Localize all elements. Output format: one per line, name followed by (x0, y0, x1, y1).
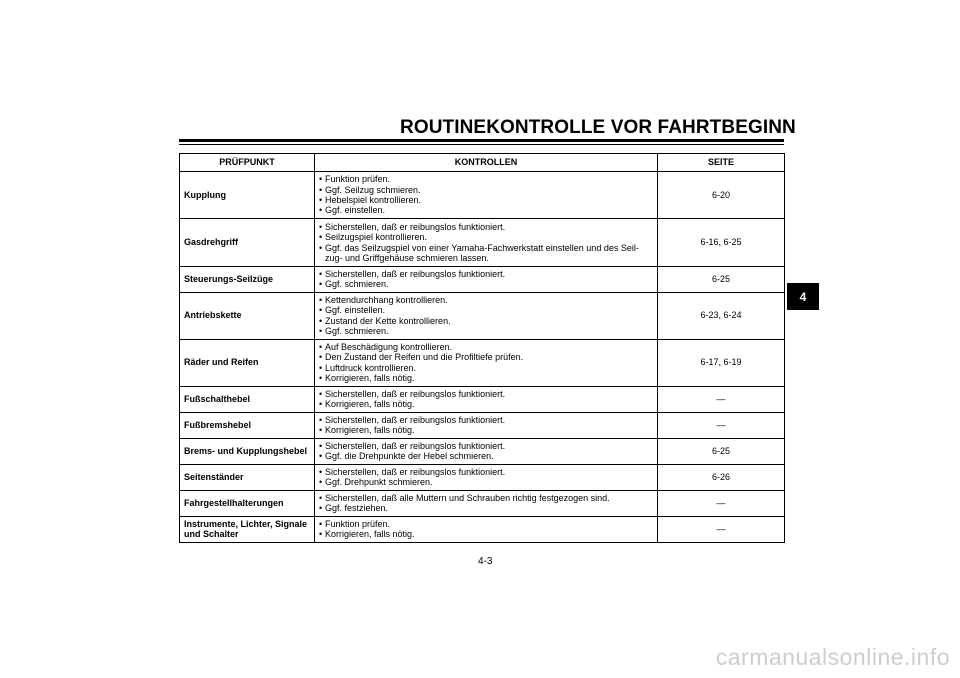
check-list (315, 386, 658, 412)
check-text: Ggf. einstellen. (325, 305, 386, 316)
check-item-label: Steuerungs-Seilzüge (184, 274, 274, 285)
bullet-icon: • (319, 466, 323, 477)
column-header-checks: KONTROLLEN (315, 154, 658, 172)
bullet-icon: • (319, 399, 323, 410)
watermark: carmanualsonline.info (715, 644, 950, 670)
check-item-label: Brems- und Kupplungshebel (184, 445, 308, 456)
bullet-icon: • (319, 269, 323, 279)
bullet-icon: • (319, 529, 323, 540)
table-row (180, 516, 785, 542)
check-text: Korrigieren, falls nötig. (325, 372, 415, 383)
check-item-label: Kupplung (184, 189, 226, 200)
check-list (315, 267, 658, 293)
column-header-page: SEITE (658, 154, 785, 172)
list-item (319, 295, 653, 305)
check-item (180, 339, 315, 386)
bullet-icon: • (319, 425, 323, 436)
table-row (180, 386, 785, 412)
title-rule-thick (179, 139, 784, 142)
check-list (315, 219, 658, 267)
bullet-icon: • (319, 352, 323, 363)
check-list (315, 516, 658, 542)
page-reference: 6-17, 6-19 (658, 339, 785, 386)
check-text: Korrigieren, falls nötig. (325, 399, 415, 410)
bullet-icon: • (319, 295, 323, 305)
page-reference: 6-25 (658, 438, 785, 464)
list-item (319, 477, 653, 487)
list-item (319, 326, 653, 336)
check-item (180, 172, 315, 219)
page-reference: — (658, 386, 785, 412)
bullet-icon: • (319, 440, 323, 451)
check-text: Korrigieren, falls nötig. (325, 529, 415, 540)
bullet-icon: • (319, 232, 323, 243)
check-list (315, 172, 658, 219)
check-item (180, 267, 315, 293)
check-list (315, 490, 658, 516)
page-reference: — (658, 412, 785, 438)
list-item (319, 279, 653, 289)
bullet-icon: • (319, 414, 323, 425)
check-item (180, 438, 315, 464)
table-row (180, 339, 785, 386)
bullet-icon: • (319, 518, 323, 529)
list-item (319, 205, 653, 215)
check-text: Korrigieren, falls nötig. (325, 425, 415, 436)
table-row (180, 438, 785, 464)
check-text: Seilzugspiel kontrollieren. (325, 232, 428, 243)
check-text: Sicherstellen, daß alle Muttern und Schrauben richtig festgezogen sind. (325, 492, 610, 503)
check-item (180, 412, 315, 438)
check-text: Sicherstellen, daß er reibungslos funktioniert. (325, 269, 506, 279)
inspection-table (179, 153, 785, 543)
list-item (319, 342, 653, 352)
list-item (319, 415, 653, 425)
check-text: Zustand der Kette kontrollieren. (325, 315, 451, 326)
bullet-icon: • (319, 325, 323, 336)
check-text: Auf Beschädigung kontrollieren. (325, 342, 453, 352)
check-item-label: Fußbremshebel (184, 419, 252, 430)
table-header-row (180, 154, 785, 172)
check-text: Den Zustand der Reifen und die Profiltiefe prüfen. (325, 352, 524, 363)
page-title: ROUTINEKONTROLLE VOR FAHRTBEGINN (400, 117, 796, 138)
check-text: Luftdruck kontrollieren. (325, 362, 417, 373)
check-text: Kettendurchhang kontrollieren. (325, 295, 448, 305)
bullet-icon: • (319, 315, 323, 326)
list-item (319, 185, 653, 195)
bullet-icon: • (319, 184, 323, 195)
page-reference: — (658, 516, 785, 542)
list-item (319, 441, 653, 451)
list-item (319, 493, 653, 503)
check-item (180, 516, 315, 542)
check-item-label: Instrumente, Lichter, Signale (184, 518, 308, 529)
check-list (315, 464, 658, 490)
list-item (319, 269, 653, 279)
bullet-icon: • (319, 242, 323, 253)
bullet-icon: • (319, 279, 323, 290)
list-item (319, 529, 653, 539)
list-item (319, 363, 653, 373)
table-row (180, 292, 785, 339)
check-item (180, 292, 315, 339)
table-body (180, 172, 785, 543)
check-text: Sicherstellen, daß er reibungslos funktioniert. (325, 414, 506, 425)
check-item-label: Räder und Reifen (184, 357, 259, 368)
page-reference: 6-25 (658, 267, 785, 293)
check-item (180, 386, 315, 412)
check-text: Ggf. das Seilzugspiel von einer Yamaha-Fachwerkstatt einstellen und des Seil-zug- und Griffgehäuse schmieren lassen. (325, 242, 639, 263)
check-text: Sicherstellen, daß er reibungslos funktioniert. (325, 466, 506, 477)
list-item (319, 232, 653, 242)
list-item (319, 399, 653, 409)
list-item (319, 174, 653, 184)
check-text: Ggf. einstellen. (325, 205, 386, 216)
list-item (319, 195, 653, 205)
check-list (315, 292, 658, 339)
check-text: Ggf. schmieren. (325, 325, 389, 336)
bullet-icon: • (319, 477, 323, 488)
page-reference: 6-26 (658, 464, 785, 490)
check-text: Ggf. Drehpunkt schmieren. (325, 477, 433, 488)
list-item (319, 222, 653, 232)
check-text: Ggf. schmieren. (325, 279, 389, 290)
check-list (315, 438, 658, 464)
page-reference: — (658, 490, 785, 516)
check-item (180, 219, 315, 267)
bullet-icon: • (319, 305, 323, 316)
check-list (315, 412, 658, 438)
check-item-label: Fußschalthebel (184, 393, 251, 404)
bullet-icon: • (319, 503, 323, 514)
check-text: Sicherstellen, daß er reibungslos funktioniert. (325, 388, 506, 399)
bullet-icon: • (319, 221, 323, 232)
list-item (319, 451, 653, 461)
bullet-icon: • (319, 205, 323, 216)
table-row (180, 412, 785, 438)
bullet-icon: • (319, 388, 323, 399)
check-text: Ggf. festziehen. (325, 503, 389, 514)
check-text: Ggf. Seilzug schmieren. (325, 184, 421, 195)
check-item-label: und Schalter (184, 529, 239, 540)
check-text: Ggf. die Drehpunkte der Hebel schmieren. (325, 451, 494, 462)
list-item (319, 352, 653, 362)
table-row (180, 267, 785, 293)
bullet-icon: • (319, 451, 323, 462)
table-row (180, 172, 785, 219)
list-item (319, 389, 653, 399)
check-item (180, 464, 315, 490)
check-item-label: Seitenständer (184, 471, 244, 482)
check-item-label: Gasdrehgriff (184, 237, 239, 248)
check-text: Sicherstellen, daß er reibungslos funktioniert. (325, 221, 506, 232)
title-rule-thin (179, 144, 784, 145)
page-number: 4-3 (478, 556, 493, 567)
check-text: Funktion prüfen. (325, 174, 391, 185)
bullet-icon: • (319, 372, 323, 383)
list-item (319, 425, 653, 435)
column-header-item: PRÜFPUNKT (180, 154, 315, 172)
list-item (319, 519, 653, 529)
table-row (180, 490, 785, 516)
check-item-label: Antriebskette (184, 310, 242, 321)
bullet-icon: • (319, 362, 323, 373)
page-reference: 6-20 (658, 172, 785, 219)
list-item (319, 243, 653, 264)
bullet-icon: • (319, 174, 323, 185)
check-text: Sicherstellen, daß er reibungslos funktioniert. (325, 440, 506, 451)
page-reference: 6-16, 6-25 (658, 219, 785, 267)
check-list (315, 339, 658, 386)
page-reference: 6-23, 6-24 (658, 292, 785, 339)
check-item (180, 490, 315, 516)
bullet-icon: • (319, 342, 323, 352)
bullet-icon: • (319, 492, 323, 503)
chapter-tab: 4 (787, 283, 819, 310)
list-item (319, 503, 653, 513)
list-item (319, 305, 653, 315)
table-row (180, 464, 785, 490)
bullet-icon: • (319, 195, 323, 205)
check-text: Hebelspiel kontrollieren. (325, 195, 422, 205)
check-text: Funktion prüfen. (325, 518, 391, 529)
table-row (180, 219, 785, 267)
list-item (319, 373, 653, 383)
list-item (319, 467, 653, 477)
check-item-label: Fahrgestellhalterungen (184, 497, 284, 508)
list-item (319, 316, 653, 326)
